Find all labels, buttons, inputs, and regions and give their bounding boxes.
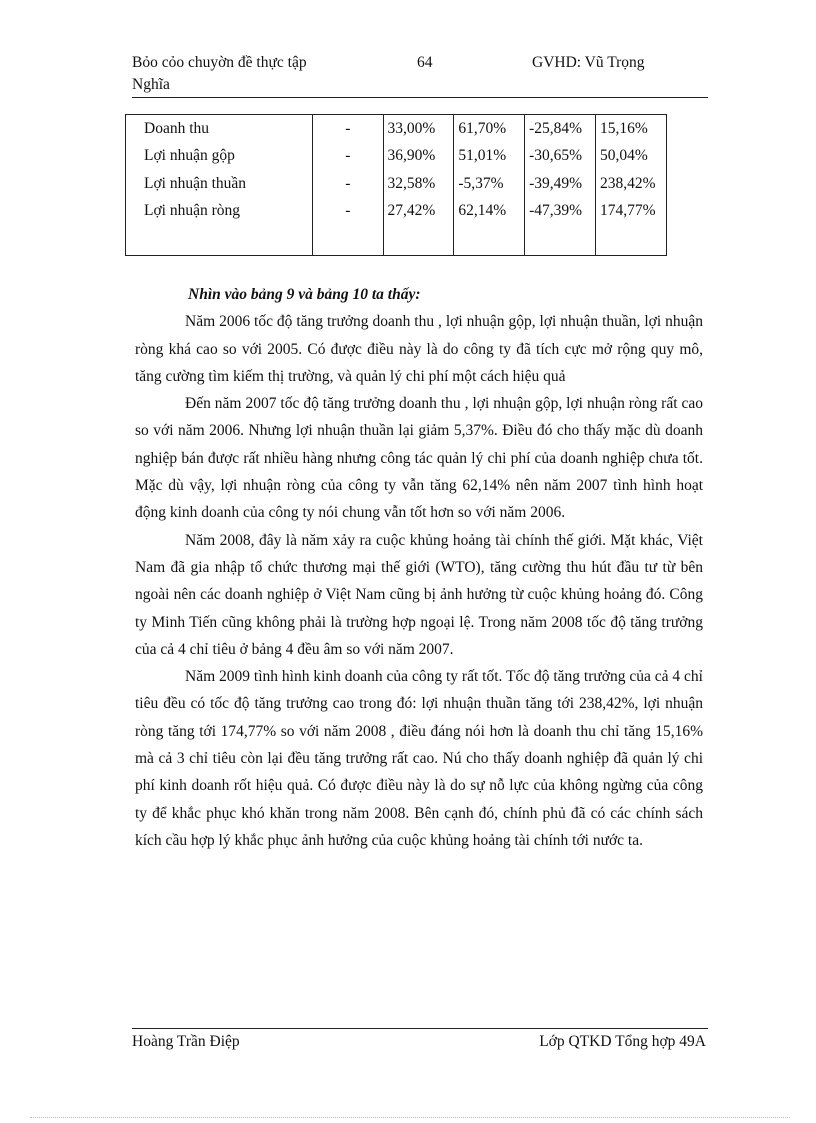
row-label: Doanh thu (126, 115, 313, 143)
table-row (126, 198, 667, 226)
page-edge-line (30, 1117, 790, 1118)
header-report-title: Bỏo cỏo chuyờn đề thực tập Nghĩa (132, 54, 307, 93)
table-cell: -39,49% (525, 170, 596, 198)
row-label: Lợi nhuận thuần (126, 170, 313, 198)
footer-class: Lớp QTKD Tổng hợp 49A (539, 1033, 706, 1050)
table-cell (525, 225, 596, 256)
table-cell (454, 225, 525, 256)
table-row (126, 115, 667, 143)
footer-divider (132, 1028, 708, 1029)
table-cell: -30,65% (525, 143, 596, 171)
header-page-number: 64 (417, 54, 433, 71)
header-divider (132, 97, 708, 98)
growth-rate-table (125, 114, 667, 256)
table-cell: - (313, 143, 383, 171)
row-label: Lợi nhuận gộp (126, 143, 313, 171)
table-cell: 36,90% (383, 143, 454, 171)
paragraph-2006: Năm 2006 tốc độ tăng trưởng doanh thu , lợi nhuận gộp, lợi nhuận thuần, lợi nhuận ròng khá cao so với 2005. Có được điều này là do công ty đã tích cực mở rộng quy mô, tăng cường tìm kiếm thị trường, và quản lý chi phí một cách hiệu quả (135, 313, 703, 385)
paragraph-2007: Đến năm 2007 tốc độ tăng trưởng doanh thu , lợi nhuận gộp, lợi nhuận ròng rất cao so với năm 2006. Nhưng lợi nhuận thuần lại giảm 5,37%. Điều đó cho thấy mặc dù doanh nghiệp bán được rất nhiều hàng nhưng công tác quản lý chi phí của doanh nghiệp chưa tốt. Mặc dù vậy, lợi nhuận ròng của công ty vẫn tăng 62,14% nên năm 2007 tình hình hoạt động kinh doanh của công ty nói chung vẫn tốt hơn so với năm 2006. (135, 395, 703, 522)
table-cell (596, 225, 667, 256)
table-cell: - (313, 198, 383, 226)
row-label: Lợi nhuận ròng (126, 198, 313, 226)
header-supervisor: GVHD: Vũ Trọng (532, 54, 645, 71)
table-cell: 61,70% (454, 115, 525, 143)
document-body (135, 281, 703, 854)
table-row (126, 143, 667, 171)
table-cell: 62,14% (454, 198, 525, 226)
table-cell (383, 225, 454, 256)
table-cell: -25,84% (525, 115, 596, 143)
table-cell: 27,42% (383, 198, 454, 226)
table-cell (126, 225, 313, 256)
table-cell: 15,16% (596, 115, 667, 143)
table-cell: - (313, 170, 383, 198)
footer-author: Hoàng Trần Điệp (132, 1033, 240, 1050)
table-cell: -5,37% (454, 170, 525, 198)
section-heading: Nhìn vào bảng 9 và bảng 10 ta thấy: (188, 286, 421, 303)
table-cell: 238,42% (596, 170, 667, 198)
table-cell: 51,01% (454, 143, 525, 171)
table-cell: - (313, 115, 383, 143)
table-cell: 174,77% (596, 198, 667, 226)
paragraph-2009: Năm 2009 tình hình kinh doanh của công ty rất tốt. Tốc độ tăng trưởng của cả 4 chỉ tiêu đều có tốc độ tăng trưởng cao trong đó: lợi nhuận thuần tăng tới 238,42%, lợi nhuận ròng tăng tới 174,77% so với năm 2008 , điều đáng nói hơn là doanh thu chỉ tăng 15,16% mà cả 3 chỉ tiêu còn lại đều tăng trưởng rất cao. Nú cho thấy doanh nghiệp đã quản lý chi phí kinh doanh rốt hiệu quả. Có được điều này là do sự nỗ lực của không ngừng của công ty để khắc phục khó khăn trong năm 2008. Bên cạnh đó, chính phủ đã có các chính sách kích cầu hợp lý khắc phục ảnh hưởng của cuộc khủng hoảng tài chính tới nước ta. (135, 668, 703, 849)
paragraph-2008: Năm 2008, đây là năm xảy ra cuộc khủng hoảng tài chính thế giới. Mặt khác, Việt Nam đã gia nhập tổ chức thương mại thế giới (WTO), tăng cường thu hút đầu tư từ bên ngoài nên các doanh nghiệp ở Việt Nam cũng bị ảnh hưởng từ cuộc khủng hoảng đó. Công ty Minh Tiến cũng không phải là trường hợp ngoại lệ. Trong năm 2008 tốc độ tăng trưởng của cả 4 chỉ tiêu ở bảng 4 đều âm so với năm 2007. (135, 531, 703, 658)
table-row (126, 170, 667, 198)
table-cell: 50,04% (596, 143, 667, 171)
table-cell: 32,58% (383, 170, 454, 198)
table-row-empty (126, 225, 667, 256)
table-cell (313, 225, 383, 256)
table-cell: 33,00% (383, 115, 454, 143)
table-cell: -47,39% (525, 198, 596, 226)
